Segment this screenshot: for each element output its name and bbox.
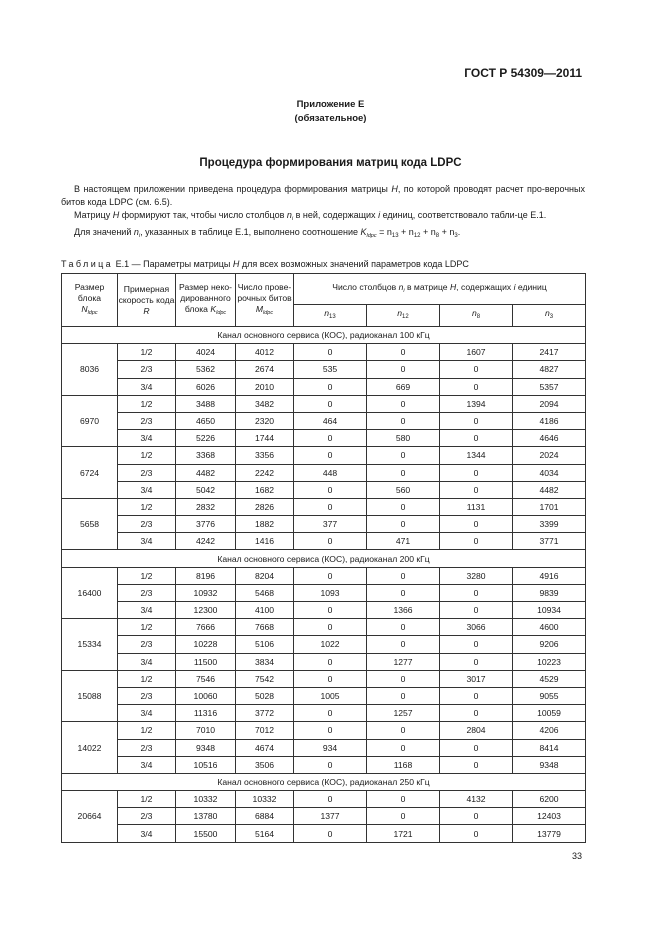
table-cell: 0 [440,636,513,653]
header-uncoded-block: Размер неко-дированного блока $K_{ldpc}$ [176,274,236,327]
table-cell: 10223 [513,653,586,670]
table-cell: 5357 [513,378,586,395]
table-cell: 3066 [440,619,513,636]
table-cell: 3017 [440,670,513,687]
table-cell: 1/2 [118,619,176,636]
table-cell: 4674 [236,739,294,756]
table-cell: 1093 [294,584,367,601]
table-cell: 0 [440,602,513,619]
table-cell: 2/3 [118,808,176,825]
table-cell: 1257 [367,705,440,722]
annex-title: Приложение Е [296,99,365,110]
table-cell: 0 [294,653,367,670]
table-cell: 471 [367,533,440,550]
table-cell: 10516 [176,756,236,773]
table-cell: 12403 [513,808,586,825]
table-row [62,361,586,378]
table-row [62,739,586,756]
section-row [62,773,586,790]
table-row [62,464,586,481]
table-cell: 0 [294,825,367,842]
table-cell: 7546 [176,670,236,687]
table-cell: 0 [294,395,367,412]
table-cell: 2094 [513,395,586,412]
block-size-cell: 20664 [62,791,118,843]
table-cell: 10934 [513,602,586,619]
table-cell: 6026 [176,378,236,395]
table-cell: 3834 [236,653,294,670]
table-cell: 0 [367,722,440,739]
table-cell: 0 [367,464,440,481]
table-cell: 1682 [236,481,294,498]
table-cell: 10332 [176,791,236,808]
table-row [62,498,586,515]
table-cell: 1744 [236,430,294,447]
table-cell: 2804 [440,722,513,739]
table-cell: 1/2 [118,344,176,361]
ldpc-parameters-table [61,273,586,843]
table-row [62,825,586,842]
table-cell: 0 [440,825,513,842]
table-cell: 0 [294,567,367,584]
table-cell: 0 [294,378,367,395]
table-row [62,447,586,464]
table-cell: 1416 [236,533,294,550]
table-cell: 2/3 [118,584,176,601]
table-cell: 2826 [236,498,294,515]
table-cell: 535 [294,361,367,378]
table-cell: 2/3 [118,687,176,704]
block-size-cell: 14022 [62,722,118,774]
table-cell: 0 [367,739,440,756]
table-cell: 1131 [440,498,513,515]
table-cell: 7542 [236,670,294,687]
table-cell: 0 [294,756,367,773]
table-cell: 0 [367,670,440,687]
table-cell: 7010 [176,722,236,739]
table-cell: 1/2 [118,567,176,584]
table-cell: 4132 [440,791,513,808]
table-cell: 1701 [513,498,586,515]
table-cell: 1344 [440,447,513,464]
table-cell: 2242 [236,464,294,481]
table-cell: 4100 [236,602,294,619]
table-cell: 0 [367,361,440,378]
table-cell: 9348 [513,756,586,773]
table-cell: 3/4 [118,533,176,550]
table-cell: 0 [294,447,367,464]
table-cell: 3/4 [118,705,176,722]
table-cell: 3/4 [118,756,176,773]
table-cell: 0 [367,619,440,636]
table-cell: 3772 [236,705,294,722]
block-size-cell: 6970 [62,395,118,447]
table-cell: 0 [440,705,513,722]
table-cell: 4012 [236,344,294,361]
table-cell: 5042 [176,481,236,498]
table-cell: 15500 [176,825,236,842]
table-cell: 3776 [176,516,236,533]
table-cell: 3/4 [118,825,176,842]
table-cell: 3/4 [118,430,176,447]
table-row [62,412,586,429]
table-cell: 0 [367,584,440,601]
table-cell: 0 [367,498,440,515]
table-row [62,344,586,361]
table-cell: 0 [440,412,513,429]
table-cell: 13779 [513,825,586,842]
table-cell: 0 [367,808,440,825]
section-row [62,550,586,567]
table-row [62,567,586,584]
table-cell: 2/3 [118,412,176,429]
table-cell: 1377 [294,808,367,825]
header-n8: $n_8$ [440,305,513,327]
section-row [62,327,586,344]
table-cell: 2/3 [118,361,176,378]
table-row [62,722,586,739]
table-cell: 4600 [513,619,586,636]
table-row [62,602,586,619]
table-cell: 560 [367,481,440,498]
table-row [62,619,586,636]
table-cell: 4206 [513,722,586,739]
table-cell: 4034 [513,464,586,481]
table-row [62,533,586,550]
table-cell: 2/3 [118,636,176,653]
table-row [62,584,586,601]
table-cell: 3/4 [118,481,176,498]
header-column-counts: Число столбцов $n_i$ в матрице H, содержащих i единиц [294,274,586,305]
section-title-cell: Канал основного сервиса (КОС), радиоканал 100 кГц [62,327,586,344]
header-n12: $n_{12}$ [367,305,440,327]
table-cell: 5468 [236,584,294,601]
table-row [62,756,586,773]
table-cell: 0 [294,498,367,515]
section-title-cell: Канал основного сервиса (КОС), радиоканал 250 кГц [62,773,586,790]
block-size-cell: 6724 [62,447,118,499]
table-row [62,687,586,704]
table-cell: 2417 [513,344,586,361]
table-cell: 0 [440,756,513,773]
table-cell: 0 [367,791,440,808]
table-cell: 3488 [176,395,236,412]
table-cell: 0 [440,687,513,704]
table-cell: 0 [367,567,440,584]
table-cell: 4024 [176,344,236,361]
table-cell: 2320 [236,412,294,429]
table-cell: 9055 [513,687,586,704]
standard-number: ГОСТ Р 54309—2011 [464,66,582,80]
table-cell: 1/2 [118,498,176,515]
table-cell: 1394 [440,395,513,412]
table-cell: 0 [367,344,440,361]
table-cell: 1005 [294,687,367,704]
intro-paragraph-1: В настоящем приложении приведена процедура формирования матрицы H, по которой проводят расчет про-верочных битов кода LDPC (см. 6.5). [61,184,585,207]
table-cell: 1607 [440,344,513,361]
table-cell: 9206 [513,636,586,653]
intro-paragraph-3: Для значений $n_i$, указанных в таблице Е.1, выполнено соотношение $K_{ldpc} = n_{13} + n_{12} + n_8 + n_3$. [74,227,461,239]
block-size-cell: 5658 [62,498,118,550]
table-cell: 4650 [176,412,236,429]
table-cell: 0 [367,447,440,464]
table-cell: 0 [440,464,513,481]
table-cell: 10060 [176,687,236,704]
table-cell: 1/2 [118,447,176,464]
table-cell: 4482 [176,464,236,481]
annex-status: (обязательное) [294,113,367,124]
table-cell: 11500 [176,653,236,670]
table-cell: 3/4 [118,653,176,670]
table-caption: Таблица Е.1 — Параметры матрицы H для всех возможных значений параметров кода LDPC [61,259,469,269]
table-cell: 0 [294,619,367,636]
block-size-cell: 8036 [62,344,118,396]
table-body [62,327,586,843]
table-cell: 0 [440,516,513,533]
table-cell: 3368 [176,447,236,464]
table-cell: 0 [294,791,367,808]
table-cell: 2/3 [118,464,176,481]
header-n13: $n_{13}$ [294,305,367,327]
table-cell: 7668 [236,619,294,636]
table-cell: 377 [294,516,367,533]
table-cell: 0 [294,670,367,687]
section-title: Процедура формирования матриц кода LDPC [199,157,462,169]
header-parity-bits: Число прове-рочных битов $M_{ldpc}$ [236,274,294,327]
table-cell: 0 [440,739,513,756]
table-cell: 4916 [513,567,586,584]
annex-heading [0,98,661,126]
table-cell: 6200 [513,791,586,808]
table-cell: 2/3 [118,739,176,756]
table-cell: 3356 [236,447,294,464]
table-cell: 4242 [176,533,236,550]
block-size-cell: 16400 [62,567,118,619]
block-size-cell: 15334 [62,619,118,671]
table-cell: 1/2 [118,395,176,412]
table-cell: 8196 [176,567,236,584]
header-block-size: Размер блока $N_{ldpc}$ [62,274,118,327]
table-cell: 0 [294,344,367,361]
table-cell: 10228 [176,636,236,653]
table-cell: 6884 [236,808,294,825]
table-cell: 0 [440,808,513,825]
table-cell: 0 [367,412,440,429]
table-row [62,430,586,447]
block-size-cell: 15088 [62,670,118,722]
table-cell: 3482 [236,395,294,412]
table-cell: 0 [367,516,440,533]
table-cell: 4529 [513,670,586,687]
table-cell: 0 [367,636,440,653]
table-cell: 8204 [236,567,294,584]
table-row [62,636,586,653]
table-cell: 4186 [513,412,586,429]
table-row [62,705,586,722]
table-cell: 1/2 [118,670,176,687]
table-cell: 464 [294,412,367,429]
table-cell: 12300 [176,602,236,619]
table-cell: 448 [294,464,367,481]
table-row [62,395,586,412]
table-cell: 4482 [513,481,586,498]
table-cell: 5106 [236,636,294,653]
table-cell: 7012 [236,722,294,739]
table-cell: 934 [294,739,367,756]
table-cell: 13780 [176,808,236,825]
table-cell: 2010 [236,378,294,395]
table-cell: 2674 [236,361,294,378]
table-cell: 1/2 [118,791,176,808]
table-cell: 9839 [513,584,586,601]
table-cell: 0 [294,533,367,550]
table-row [62,791,586,808]
table-cell: 0 [440,533,513,550]
header-n3: $n_3$ [513,305,586,327]
table-cell: 1/2 [118,722,176,739]
table-row [62,670,586,687]
table-cell: 3280 [440,567,513,584]
table-cell: 669 [367,378,440,395]
table-cell: 3399 [513,516,586,533]
table-cell: 1366 [367,602,440,619]
page-number: 33 [571,851,582,861]
table-cell: 580 [367,430,440,447]
table-cell: 1721 [367,825,440,842]
table-cell: 10932 [176,584,236,601]
table-row [62,808,586,825]
table-cell: 0 [294,705,367,722]
table-cell: 0 [367,687,440,704]
table-cell: 1882 [236,516,294,533]
intro-text [61,183,585,243]
table-cell: 0 [294,722,367,739]
table-cell: 11316 [176,705,236,722]
table-row [62,378,586,395]
table-cell: 1168 [367,756,440,773]
table-cell: 5164 [236,825,294,842]
table-cell: 0 [440,361,513,378]
table-cell: 7666 [176,619,236,636]
table-cell: 3/4 [118,602,176,619]
table-cell: 0 [440,430,513,447]
table-cell: 10332 [236,791,294,808]
table-cell: 4827 [513,361,586,378]
table-cell: 1277 [367,653,440,670]
table-cell: 2/3 [118,516,176,533]
table-cell: 0 [440,481,513,498]
section-title-cell: Канал основного сервиса (КОС), радиоканал 200 кГц [62,550,586,567]
table-row [62,653,586,670]
table-cell: 0 [294,602,367,619]
table-cell: 0 [440,378,513,395]
table-row [62,516,586,533]
table-cell: 0 [440,653,513,670]
table-cell: 4646 [513,430,586,447]
table-row [62,481,586,498]
table-cell: 3771 [513,533,586,550]
table-cell: 5362 [176,361,236,378]
table-cell: 3/4 [118,378,176,395]
table-cell: 0 [440,584,513,601]
header-code-rate: Примерная скорость кода R [118,274,176,327]
table-cell: 2832 [176,498,236,515]
intro-paragraph-2: Матрицу H формируют так, чтобы число столбцов $n_i$ в ней, содержащих i единиц, соответствовало табли-це Е.1. [74,210,547,222]
table-cell: 5028 [236,687,294,704]
table-cell: 1022 [294,636,367,653]
table-cell: 3506 [236,756,294,773]
table-cell: 0 [367,395,440,412]
table-cell: 0 [294,430,367,447]
table-cell: 5226 [176,430,236,447]
table-cell: 8414 [513,739,586,756]
table-cell: 0 [294,481,367,498]
table-cell: 9348 [176,739,236,756]
table-cell: 10059 [513,705,586,722]
table-cell: 2024 [513,447,586,464]
